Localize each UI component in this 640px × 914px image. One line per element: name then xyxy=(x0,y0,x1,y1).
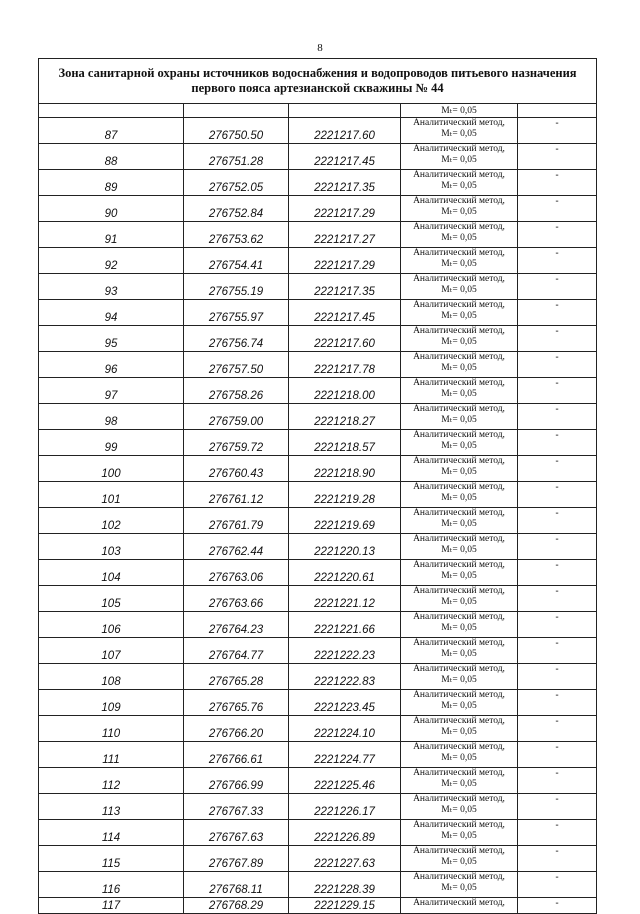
y-coordinate-cell: 2221218.57 xyxy=(289,430,401,456)
continuation-y-cell xyxy=(289,104,401,118)
method-text: Аналитический метод, xyxy=(413,742,505,752)
accuracy-text: Mₜ= 0,05 xyxy=(441,623,477,633)
x-coordinate-cell: 276767.63 xyxy=(184,820,289,846)
point-number-cell: 88 xyxy=(39,144,184,170)
point-number-cell: 95 xyxy=(39,326,184,352)
accuracy-text: Mₜ= 0,05 xyxy=(441,831,477,841)
table-row xyxy=(39,196,597,222)
y-coordinate-cell: 2221219.28 xyxy=(289,482,401,508)
dash-cell: - xyxy=(518,144,597,170)
point-number-cell: 108 xyxy=(39,664,184,690)
method-text: Аналитический метод, xyxy=(413,144,505,154)
x-coordinate-cell: 276755.19 xyxy=(184,274,289,300)
method-text: Аналитический метод, xyxy=(413,274,505,284)
dash-cell: - xyxy=(518,170,597,196)
point-number-cell: 89 xyxy=(39,170,184,196)
point-number-cell: 115 xyxy=(39,846,184,872)
point-number-cell: 98 xyxy=(39,404,184,430)
dash-cell: - xyxy=(518,248,597,274)
method-cell xyxy=(401,612,518,638)
table-row xyxy=(39,508,597,534)
dash-cell: - xyxy=(518,222,597,248)
method-cell xyxy=(401,144,518,170)
dash-cell: - xyxy=(518,456,597,482)
dash-cell: - xyxy=(518,768,597,794)
x-coordinate-cell: 276761.79 xyxy=(184,508,289,534)
method-text: Аналитический метод, xyxy=(413,534,505,544)
accuracy-text: Mₜ= 0,05 xyxy=(441,129,477,139)
x-coordinate-cell: 276759.00 xyxy=(184,404,289,430)
table-row xyxy=(39,794,597,820)
accuracy-text: Mₜ= 0,05 xyxy=(441,363,477,373)
point-number-cell: 107 xyxy=(39,638,184,664)
accuracy-text: Mₜ= 0,05 xyxy=(441,597,477,607)
accuracy-text: Mₜ= 0,05 xyxy=(441,519,477,529)
x-coordinate-cell: 276756.74 xyxy=(184,326,289,352)
table-title-line-2: первого пояса артезианской скважины № 44 xyxy=(191,81,444,95)
y-coordinate-cell: 2221221.12 xyxy=(289,586,401,612)
x-coordinate-cell: 276758.26 xyxy=(184,378,289,404)
accuracy-text: Mₜ= 0,05 xyxy=(441,311,477,321)
method-text: Аналитический метод, xyxy=(413,118,505,128)
x-coordinate-cell: 276762.44 xyxy=(184,534,289,560)
y-coordinate-cell: 2221228.39 xyxy=(289,872,401,898)
y-coordinate-cell: 2221217.27 xyxy=(289,222,401,248)
accuracy-text: Mₜ= 0,05 xyxy=(441,571,477,581)
accuracy-text: Mₜ= 0,05 xyxy=(441,441,477,451)
x-coordinate-cell: 276766.99 xyxy=(184,768,289,794)
method-cell xyxy=(401,456,518,482)
method-text: Аналитический метод, xyxy=(413,170,505,180)
continuation-x-cell xyxy=(184,104,289,118)
method-cell xyxy=(401,118,518,144)
dash-cell: - xyxy=(518,794,597,820)
dash-cell: - xyxy=(518,378,597,404)
x-coordinate-cell: 276763.66 xyxy=(184,586,289,612)
accuracy-text: Mₜ= 0,05 xyxy=(441,883,477,893)
method-text: Аналитический метод, xyxy=(413,482,505,492)
point-number-cell: 113 xyxy=(39,794,184,820)
table-row xyxy=(39,222,597,248)
method-text: Аналитический метод, xyxy=(413,586,505,596)
method-text: Аналитический метод, xyxy=(413,196,505,206)
point-number-cell: 110 xyxy=(39,716,184,742)
x-coordinate-cell: 276761.12 xyxy=(184,482,289,508)
method-cell xyxy=(401,872,518,898)
dash-cell: - xyxy=(518,508,597,534)
x-coordinate-cell: 276753.62 xyxy=(184,222,289,248)
x-coordinate-cell: 276750.50 xyxy=(184,118,289,144)
y-coordinate-cell: 2221225.46 xyxy=(289,768,401,794)
method-cell xyxy=(401,638,518,664)
point-number-cell: 94 xyxy=(39,300,184,326)
y-coordinate-cell: 2221226.17 xyxy=(289,794,401,820)
accuracy-text: Mₜ= 0,05 xyxy=(441,467,477,477)
accuracy-text: Mₜ= 0,05 xyxy=(441,649,477,659)
table-row xyxy=(39,144,597,170)
x-coordinate-cell: 276752.84 xyxy=(184,196,289,222)
method-text: Аналитический метод, xyxy=(413,508,505,518)
point-number-cell: 111 xyxy=(39,742,184,768)
method-text: Аналитический метод, xyxy=(413,898,505,908)
method-cell xyxy=(401,274,518,300)
dash-cell: - xyxy=(518,326,597,352)
table-row xyxy=(39,820,597,846)
dash-cell: - xyxy=(518,586,597,612)
table-body xyxy=(39,59,597,914)
accuracy-text: Mₜ= 0,05 xyxy=(441,493,477,503)
method-cell xyxy=(401,794,518,820)
point-number-cell: 92 xyxy=(39,248,184,274)
method-cell xyxy=(401,248,518,274)
dash-cell: - xyxy=(518,274,597,300)
table-row xyxy=(39,560,597,586)
method-cell xyxy=(401,482,518,508)
x-coordinate-cell: 276754.41 xyxy=(184,248,289,274)
point-number-cell: 90 xyxy=(39,196,184,222)
point-number-cell: 116 xyxy=(39,872,184,898)
y-coordinate-cell: 2221221.66 xyxy=(289,612,401,638)
table-row xyxy=(39,716,597,742)
point-number-cell: 96 xyxy=(39,352,184,378)
dash-cell: - xyxy=(518,898,597,914)
y-coordinate-cell: 2221224.10 xyxy=(289,716,401,742)
dash-cell: - xyxy=(518,196,597,222)
table-row xyxy=(39,664,597,690)
dash-cell: - xyxy=(518,846,597,872)
method-cell xyxy=(401,430,518,456)
method-cell xyxy=(401,898,518,914)
table-row xyxy=(39,352,597,378)
method-cell xyxy=(401,768,518,794)
dash-cell: - xyxy=(518,430,597,456)
point-number-cell: 101 xyxy=(39,482,184,508)
method-cell xyxy=(401,534,518,560)
method-text: Аналитический метод, xyxy=(413,794,505,804)
method-cell xyxy=(401,300,518,326)
point-number-cell: 105 xyxy=(39,586,184,612)
dash-cell: - xyxy=(518,404,597,430)
y-coordinate-cell: 2221227.63 xyxy=(289,846,401,872)
y-coordinate-cell: 2221217.45 xyxy=(289,144,401,170)
dash-cell: - xyxy=(518,820,597,846)
method-text: Аналитический метод, xyxy=(413,664,505,674)
y-coordinate-cell: 2221217.35 xyxy=(289,170,401,196)
accuracy-text: Mₜ= 0,05 xyxy=(441,233,477,243)
x-coordinate-cell: 276765.76 xyxy=(184,690,289,716)
x-coordinate-cell: 276768.11 xyxy=(184,872,289,898)
accuracy-text: Mₜ= 0,05 xyxy=(441,675,477,685)
y-coordinate-cell: 2221226.89 xyxy=(289,820,401,846)
method-cell xyxy=(401,404,518,430)
point-number-cell: 104 xyxy=(39,560,184,586)
y-coordinate-cell: 2221220.61 xyxy=(289,560,401,586)
x-coordinate-cell: 276766.61 xyxy=(184,742,289,768)
table-row xyxy=(39,326,597,352)
method-cell xyxy=(401,508,518,534)
method-text: Аналитический метод, xyxy=(413,378,505,388)
dash-cell: - xyxy=(518,638,597,664)
x-coordinate-cell: 276757.50 xyxy=(184,352,289,378)
method-text: Аналитический метод, xyxy=(413,612,505,622)
accuracy-text: Mₜ= 0,05 xyxy=(441,415,477,425)
table-row xyxy=(39,456,597,482)
continuation-dash-cell xyxy=(518,104,597,118)
point-number-cell: 109 xyxy=(39,690,184,716)
method-text: Аналитический метод, xyxy=(413,560,505,570)
table-row xyxy=(39,872,597,898)
dash-cell: - xyxy=(518,560,597,586)
dash-cell: - xyxy=(518,742,597,768)
table-row xyxy=(39,768,597,794)
table-row xyxy=(39,248,597,274)
point-number-cell: 93 xyxy=(39,274,184,300)
x-coordinate-cell: 276759.72 xyxy=(184,430,289,456)
x-coordinate-cell: 276765.28 xyxy=(184,664,289,690)
y-coordinate-cell: 2221229.15 xyxy=(289,898,401,914)
table-row xyxy=(39,846,597,872)
table-row xyxy=(39,378,597,404)
dash-cell: - xyxy=(518,534,597,560)
method-text: Аналитический метод, xyxy=(413,248,505,258)
y-coordinate-cell: 2221217.78 xyxy=(289,352,401,378)
method-cell xyxy=(401,742,518,768)
table-row xyxy=(39,898,597,914)
point-number-cell: 103 xyxy=(39,534,184,560)
method-text: Аналитический метод, xyxy=(413,352,505,362)
table-row xyxy=(39,300,597,326)
method-text: Аналитический метод, xyxy=(413,430,505,440)
x-coordinate-cell: 276760.43 xyxy=(184,456,289,482)
table-title xyxy=(39,59,597,104)
y-coordinate-cell: 2221217.35 xyxy=(289,274,401,300)
method-text: Аналитический метод, xyxy=(413,638,505,648)
table-row xyxy=(39,534,597,560)
point-number-cell: 99 xyxy=(39,430,184,456)
y-coordinate-cell: 2221217.29 xyxy=(289,248,401,274)
x-coordinate-cell: 276755.97 xyxy=(184,300,289,326)
point-number-cell: 102 xyxy=(39,508,184,534)
x-coordinate-cell: 276767.89 xyxy=(184,846,289,872)
method-cell xyxy=(401,326,518,352)
method-cell xyxy=(401,222,518,248)
method-text: Аналитический метод, xyxy=(413,768,505,778)
method-cell xyxy=(401,586,518,612)
x-coordinate-cell: 276767.33 xyxy=(184,794,289,820)
method-cell xyxy=(401,170,518,196)
accuracy-text: Mₜ= 0,05 xyxy=(441,545,477,555)
point-number-cell: 87 xyxy=(39,118,184,144)
method-cell xyxy=(401,560,518,586)
accuracy-text: Mₜ= 0,05 xyxy=(441,155,477,165)
page-number: 8 xyxy=(317,42,323,54)
point-number-cell: 114 xyxy=(39,820,184,846)
table-row xyxy=(39,742,597,768)
table-row xyxy=(39,482,597,508)
y-coordinate-cell: 2221218.90 xyxy=(289,456,401,482)
table-row xyxy=(39,404,597,430)
method-text: Аналитический метод, xyxy=(413,690,505,700)
accuracy-text: Mₜ= 0,05 xyxy=(441,259,477,269)
point-number-cell: 97 xyxy=(39,378,184,404)
y-coordinate-cell: 2221217.60 xyxy=(289,326,401,352)
accuracy-text: Mₜ= 0,05 xyxy=(441,285,477,295)
y-coordinate-cell: 2221217.60 xyxy=(289,118,401,144)
point-number-cell: 112 xyxy=(39,768,184,794)
point-number-cell: 106 xyxy=(39,612,184,638)
accuracy-text: Mₜ= 0,05 xyxy=(441,805,477,815)
method-text: Аналитический метод, xyxy=(413,456,505,466)
y-coordinate-cell: 2221223.45 xyxy=(289,690,401,716)
dash-cell: - xyxy=(518,612,597,638)
method-text: Аналитический метод, xyxy=(413,300,505,310)
point-number-cell: 117 xyxy=(39,898,184,914)
table-row xyxy=(39,690,597,716)
dash-cell: - xyxy=(518,118,597,144)
table-row xyxy=(39,118,597,144)
x-coordinate-cell: 276763.06 xyxy=(184,560,289,586)
method-text: Аналитический метод, xyxy=(413,326,505,336)
y-coordinate-cell: 2221220.13 xyxy=(289,534,401,560)
accuracy-text: Mₜ= 0,05 xyxy=(441,779,477,789)
title-row xyxy=(39,59,597,104)
dash-cell: - xyxy=(518,716,597,742)
method-cell xyxy=(401,664,518,690)
dash-cell: - xyxy=(518,872,597,898)
table-row xyxy=(39,430,597,456)
x-coordinate-cell: 276768.29 xyxy=(184,898,289,914)
accuracy-text: Mₜ= 0,05 xyxy=(441,207,477,217)
table-title-line-1: Зона санитарной охраны источников водоснабжения и водопроводов питьевого назначения xyxy=(58,66,577,80)
method-text: Аналитический метод, xyxy=(413,872,505,882)
accuracy-text: Mₜ= 0,05 xyxy=(441,181,477,191)
table-row xyxy=(39,638,597,664)
table-row xyxy=(39,612,597,638)
accuracy-text: Mₜ= 0,05 xyxy=(441,701,477,711)
x-coordinate-cell: 276752.05 xyxy=(184,170,289,196)
y-coordinate-cell: 2221222.23 xyxy=(289,638,401,664)
method-cell xyxy=(401,352,518,378)
y-coordinate-cell: 2221217.29 xyxy=(289,196,401,222)
continuation-num-cell xyxy=(39,104,184,118)
method-cell xyxy=(401,846,518,872)
x-coordinate-cell: 276764.77 xyxy=(184,638,289,664)
dash-cell: - xyxy=(518,300,597,326)
point-number-cell: 100 xyxy=(39,456,184,482)
method-cell xyxy=(401,820,518,846)
method-text: Аналитический метод, xyxy=(413,716,505,726)
continuation-row xyxy=(39,104,597,118)
y-coordinate-cell: 2221219.69 xyxy=(289,508,401,534)
y-coordinate-cell: 2221222.83 xyxy=(289,664,401,690)
coordinates-table xyxy=(38,58,597,914)
x-coordinate-cell: 276751.28 xyxy=(184,144,289,170)
y-coordinate-cell: 2221218.00 xyxy=(289,378,401,404)
dash-cell: - xyxy=(518,690,597,716)
table-row xyxy=(39,170,597,196)
accuracy-text: Mₜ= 0,05 xyxy=(441,727,477,737)
method-cell xyxy=(401,716,518,742)
method-text: Аналитический метод, xyxy=(413,820,505,830)
accuracy-text: Mₜ= 0,05 xyxy=(441,857,477,867)
y-coordinate-cell: 2221217.45 xyxy=(289,300,401,326)
dash-cell: - xyxy=(518,482,597,508)
x-coordinate-cell: 276764.23 xyxy=(184,612,289,638)
method-cell xyxy=(401,378,518,404)
method-cell xyxy=(401,196,518,222)
dash-cell: - xyxy=(518,664,597,690)
accuracy-text: Mₜ= 0,05 xyxy=(441,337,477,347)
method-text: Аналитический метод, xyxy=(413,222,505,232)
accuracy-text: Mₜ= 0,05 xyxy=(441,389,477,399)
table-row xyxy=(39,274,597,300)
method-text: Аналитический метод, xyxy=(413,404,505,414)
continuation-method-cell: Mₜ= 0,05 xyxy=(401,104,518,118)
y-coordinate-cell: 2221218.27 xyxy=(289,404,401,430)
x-coordinate-cell: 276766.20 xyxy=(184,716,289,742)
method-cell xyxy=(401,690,518,716)
method-text: Аналитический метод, xyxy=(413,846,505,856)
table-row xyxy=(39,586,597,612)
y-coordinate-cell: 2221224.77 xyxy=(289,742,401,768)
accuracy-text: Mₜ= 0,05 xyxy=(441,753,477,763)
point-number-cell: 91 xyxy=(39,222,184,248)
dash-cell: - xyxy=(518,352,597,378)
